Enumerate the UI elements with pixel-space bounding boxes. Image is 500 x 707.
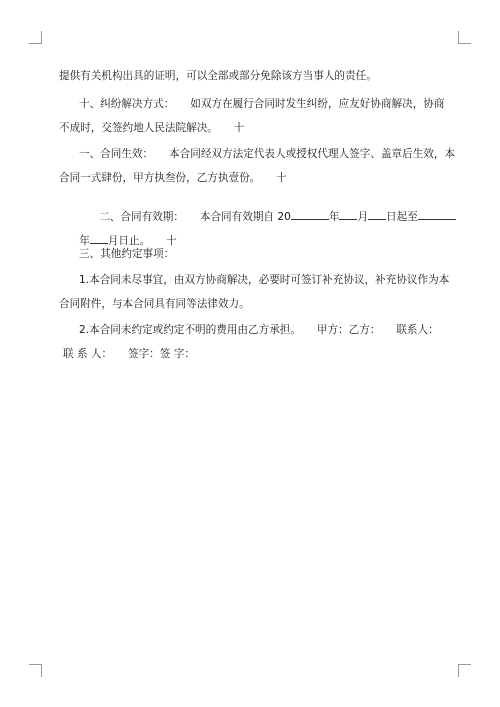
crop-mark-top-right bbox=[458, 31, 471, 44]
text-line-12: 联 系 人： 签字：签 字： bbox=[63, 348, 195, 360]
year-blank bbox=[291, 210, 329, 220]
text-line-3: 不成时，交签约地人民法院解决。 十 bbox=[59, 122, 245, 134]
month-blank bbox=[339, 210, 357, 220]
end-year-label: 年 bbox=[79, 235, 90, 247]
year-label: 年 bbox=[328, 211, 340, 223]
text-line-10: 合同附件，与本合同具有同等法律效力。 bbox=[59, 298, 250, 310]
text-line-5: 合同一式肆份，甲方执叁份，乙方执壹份。 十 bbox=[59, 172, 287, 184]
text-line-1: 提供有关机构出具的证明，可以全部或部分免除该方当事人的责任。 bbox=[59, 70, 377, 82]
text-line-4: 一、合同生效： 本合同经双方法定代表人或授权代理人签字、盖章后生效，本 bbox=[79, 148, 456, 160]
crop-mark-bottom-right bbox=[458, 664, 471, 677]
crop-mark-top-left bbox=[29, 31, 42, 44]
text-line-11: 2.本合同未约定或约定不明的费用由乙方承担。 甲方：乙方： 联系人： bbox=[79, 324, 439, 336]
text-line-9: 1.本合同未尽事宜，由双方协商解决，必要时可签订补充协议，补充协议作为本 bbox=[79, 274, 450, 286]
end-month-blank bbox=[90, 234, 108, 244]
day-blank bbox=[368, 210, 386, 220]
end-suffix: 月日止。 十 bbox=[107, 235, 177, 247]
text-line-2: 十、纠纷解决方式： 如双方在履行合同时发生纠纷，应友好协商解决，协商 bbox=[79, 98, 445, 110]
month-label: 月 bbox=[357, 211, 369, 223]
text-line-8: 三、其他约定事项： bbox=[79, 248, 175, 260]
crop-mark-bottom-left bbox=[29, 664, 42, 677]
end-year-blank bbox=[418, 210, 456, 220]
start-label: 日起至 bbox=[386, 211, 418, 223]
validity-prefix: 二、合同有效期： 本合同有效期自 20 bbox=[99, 211, 291, 223]
